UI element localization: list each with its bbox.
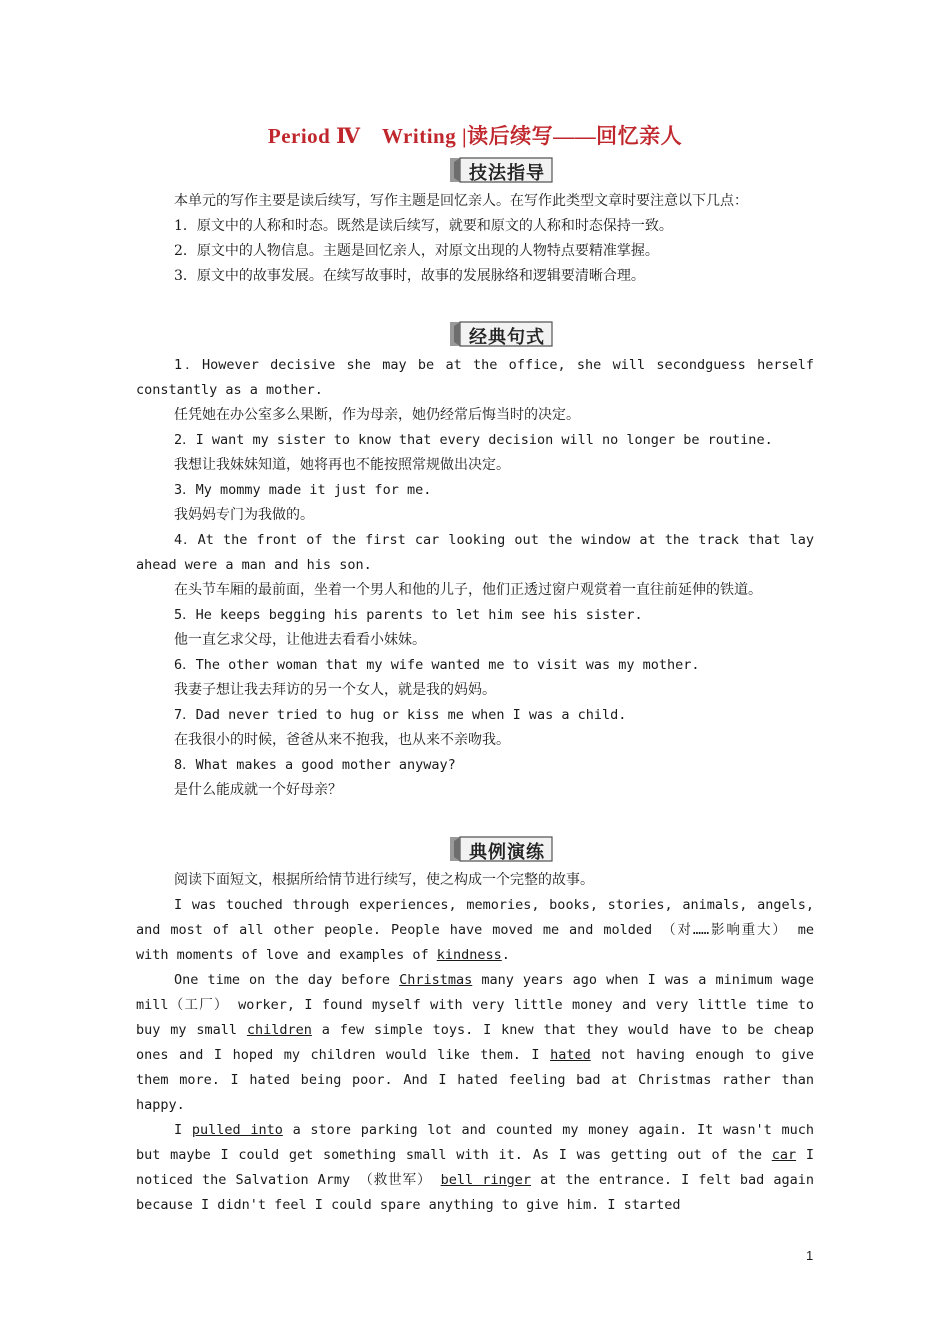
practice-instruction: 阅读下面短文，根据所给情节进行续写，使之构成一个完整的故事。 (174, 872, 594, 888)
sentence-zh: 我想让我妹妹知道，她将再也不能按照常规做出决定。 (174, 457, 510, 473)
section-banner-practice (448, 835, 554, 863)
passage-text: at the entrance. I felt bad again because I didn't feel I could spare anything to give him. I started (136, 1172, 815, 1213)
passage-text: One time on the day before (174, 972, 400, 988)
passage-paragraph-3 (136, 1118, 814, 1218)
tips-intro: 本单元的写作主要是读后续写，写作主题是回忆亲人。在写作此类型文章时要注意以下几点： (174, 193, 748, 209)
underlined-word: car (771, 1147, 797, 1163)
tips-item-1: 1．原文中的人称和时态。既然是读后续写，就要和原文的人称和时态保持一致。 (174, 218, 673, 234)
passage-text: . (501, 947, 510, 963)
tips-section (136, 189, 814, 289)
sentence-zh: 我妻子想让我去拜访的另一个女人，就是我的妈妈。 (174, 682, 496, 698)
underlined-word: hated (550, 1047, 591, 1063)
tips-item-3: 3．原文中的故事发展。在续写故事时，故事的发展脉络和逻辑要清晰合理。 (174, 268, 645, 284)
sentence-en: 3．My mommy made it just for me. (174, 482, 432, 498)
section-title-tips: 技法指导 (469, 163, 545, 184)
sentence-en: 8．What makes a good mother anyway? (174, 757, 456, 773)
section-banner-sentences (448, 320, 554, 348)
sentence-en: 6．The other woman that my wife wanted me to visit was my mother. (174, 657, 700, 673)
sentences-section (136, 353, 814, 803)
underlined-word: kindness (436, 947, 502, 963)
page-number: 1 (806, 1248, 814, 1263)
underlined-word: children (246, 1022, 312, 1038)
sentence-zh: 在我很小的时候，爸爸从来不抱我，也从来不亲吻我。 (174, 732, 510, 748)
sentence-en: 5．He keeps begging his parents to let him see his sister. (174, 607, 643, 623)
tips-item-2: 2．原文中的人物信息。主题是回忆亲人，对原文出现的人物特点要精准掌握。 (174, 243, 659, 259)
sentence-zh: 是什么能成就一个好母亲？ (174, 782, 342, 798)
passage-text: not having enough to give them more. I hated being poor. And I hated feeling bad at Christmas rather than happy. (136, 1047, 814, 1113)
underlined-word: Christmas (399, 972, 473, 988)
sentence-zh: 在头节车厢的最前面，坐着一个男人和他的儿子，他们正透过窗户观赏着一直往前延伸的铁道。 (174, 582, 762, 598)
passage-paragraph-2 (136, 968, 814, 1118)
section-banner-tips (448, 156, 554, 184)
passage-paragraph-1 (136, 893, 814, 968)
sentence-zh: 我妈妈专门为我做的。 (174, 507, 314, 523)
passage-text: a store parking lot and counted my money again. It wasn't much but maybe I could get something small with it. As I was getting out of the (136, 1122, 815, 1163)
passage-text: many years ago when I was a minimum wage mill（工厂） worker, I found myself with very little money and very little time to buy my small (136, 972, 814, 1038)
sentence-zh: 任凭她在办公室多么果断，作为母亲，她仍经常后悔当时的决定。 (174, 407, 580, 423)
sentence-en: 4．At the front of the first car looking out the window at the track that lay ahead were a man and his son. (136, 532, 814, 573)
section-title-sentences: 经典句式 (469, 327, 545, 348)
underlined-word: pulled into (191, 1122, 283, 1138)
practice-section (136, 868, 814, 1218)
passage-text: I noticed the Salvation Army （救世军） (136, 1147, 814, 1188)
sentence-en: 2．I want my sister to know that every decision will no longer be routine. (174, 432, 773, 448)
sentence-en: 1．However decisive she may be at the office, she will secondguess herself constantly as a mother. (136, 357, 814, 398)
passage-text: I (174, 1122, 192, 1138)
sentence-en: 7．Dad never tried to hug or kiss me when I was a child. (174, 707, 627, 723)
section-title-practice: 典例演练 (469, 842, 545, 863)
underlined-word: bell ringer (440, 1172, 531, 1188)
sentence-zh: 他一直乞求父母，让他进去看看小妹妹。 (174, 632, 426, 648)
passage-text: I was touched through experiences, memories, books, stories, animals, angels, and most of all other people. People have moved me and molded （对……影响重大） me with moments of love and examples of (136, 897, 814, 963)
page-title: Period Ⅳ Writing |读后续写——回忆亲人 (267, 124, 683, 148)
passage-text: a few simple toys. I knew that they would have to be cheap ones and I hoped my children would like them. I (136, 1022, 814, 1063)
